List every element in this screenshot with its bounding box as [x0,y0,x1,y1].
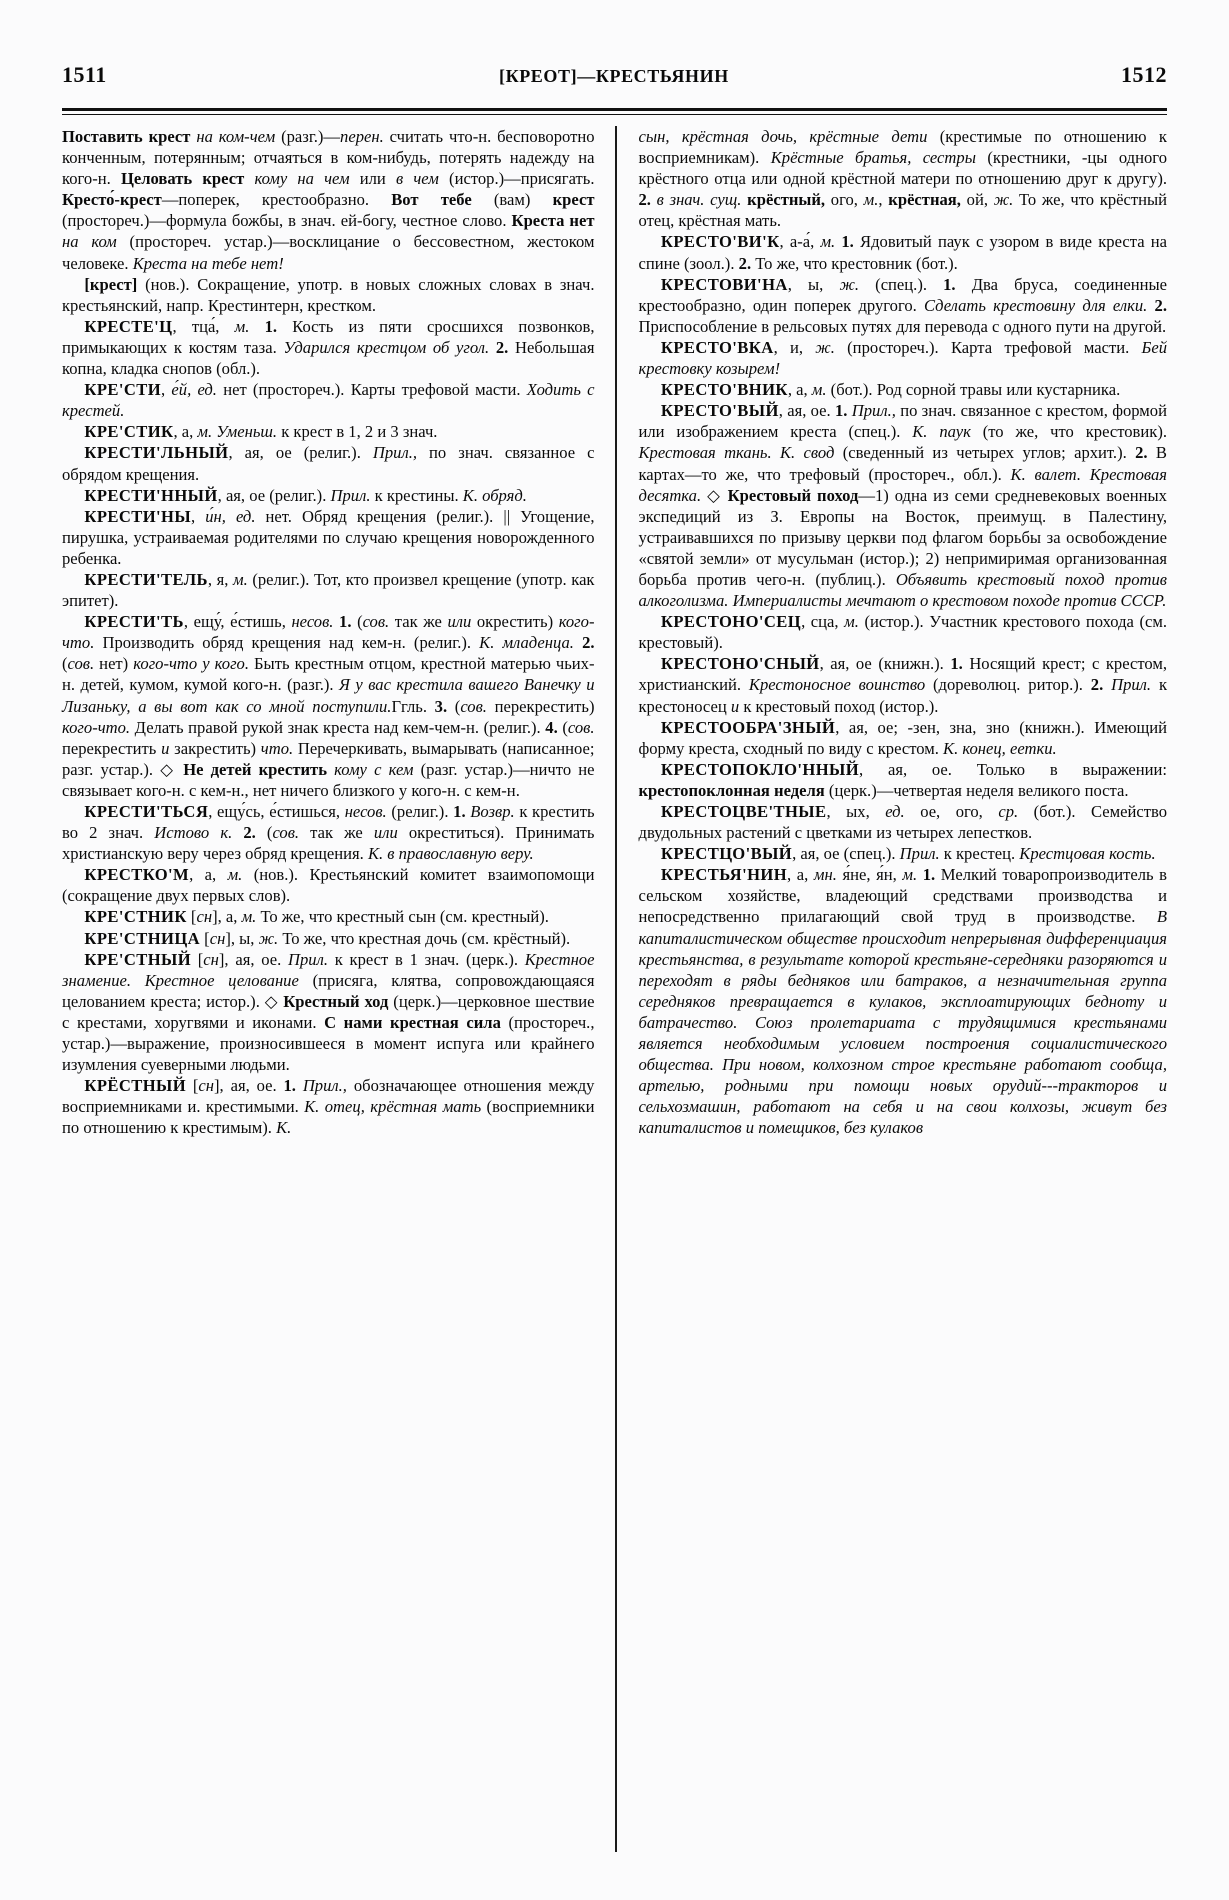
running-title: [КРЕОТ]—КРЕСТЬЯНИН [498,66,729,86]
folio-left: 1511 [62,62,107,87]
entry-krestopoklonnyj: КРЕСТОПОКЛО'ННЫЙ, ая, ое. Только в выражении: крестопоклонная неделя (церк.)—четвертая неделя великого поста. [638,759,1167,800]
entry-krestitel: КРЕСТИ'ТЕЛЬ, я, м. (религ.). Тот, кто произвел крещение (употр. как эпитет). [62,569,595,611]
entry-krest-abbrev: [крест] (нов.). Сокращение, употр. в новых сложных словах в знач. крестьянский, напр. Крестинтерн, крестком. [62,274,595,315]
entry-krestovik: КРЕСТО'ВИ'К, а-а́, м. 1. Ядовитый паук с узором в виде креста на спине (зоол.). 2. То же, что крестовник (бот.). [638,232,1167,273]
entry-krestit: КРЕСТИ'ТЬ, ещу́, е́стишь, несов. 1. (сов. так же или окрестить) кого-что. Производить обряд крещения над кем-н. (религ.). К. младенца. 2. (сов. нет) кого-что у кого. Быть крестным отцом, крестной матерью чьих-н. детей, кумом, кумой кого-н. (разг.). Я у вас крестила вашего Ванечку и Лизаньку, а вы вот как со мной поступили.Ггль. 3. (сов. перекрестить) кого-что. Делать правой рукой знак креста над кем-чем-н. (религ.). 4. (сов. перекрестить и закрестить) что. Перечеркивать, вымарывать (написанное; разг. устар.). ◇ Не детей крестить кому с кем (разг. устар.)—ничто не связывает кого-н. с кем-н., нет ничего близкого у кого-н. с кем-н. [62,612,595,800]
entry-krestiny: КРЕСТИ'НЫ, и́н, ед. нет. Обряд крещения (религ.). || Угощение, пирушка, устраиваемая родителями по случаю крещения новорожденного ребенка. [62,506,595,568]
entry-krestinnyj: КРЕСТИ'ННЫЙ, ая, ое (религ.). Прил. к крестины. К. обряд. [84,485,527,505]
entry-krestnyj-1: КРЕ'СТНЫЙ [сн], ая, ое. Прил. к крест в 1 знач. (церк.). Крестное знамение. Крестное целование (присяга, клятва, сопровождающаяся целованием креста; истор.). ◇ Крестный ход (церк.)—церковное шествие с крестами, хоругвями и иконами. С нами крестная сила (простореч., устар.)—выражение, произносившееся в момент испуга или крайнего изумления суеверными людьми. [62,949,595,1075]
header-rule-thin [62,114,1167,115]
entry-krestovina: КРЕСТОВИ'НА, ы, ж. (спец.). 1. Два бруса, соединенные крестообразно, один поперек другого. Сделать крестовину для елки. 2. Приспособление в рельсовых путях для перевода с одного пути на другой. [638,274,1167,336]
entry-krestnik: КРЕ'СТНИК [сн], а, м. То же, что крестный сын (см. крестный). [84,907,549,927]
folio-right: 1512 [1121,62,1167,87]
entry-krestkom: КРЕСТКО'М, а, м. (нов.). Крестьянский комитет взаимопомощи (сокращение двух первых слов). [62,865,595,906]
entry-krestec: КРЕСТЕ'Ц, тца́, м. 1. Кость из пяти сросшихся позвонков, примыкающих к костям таза. Ударился крестцом об угол. 2. Небольшая копна, кладка снопов (обл.). [62,316,595,379]
entry-krestitsya: КРЕСТИ'ТЬСЯ, ещу́сь, е́стишься, несов. (религ.). 1. Возвр. к крестить во 2 знач. Истово к. 2. (сов. так же или окреститься). Принимать христианскую веру через обряд крещения. К. в православную веру. [62,802,595,864]
left-column [62,126,615,1852]
entry-krestnica: КРЕ'СТНИЦА [сн], ы, ж. То же, что крестная дочь (см. крёстный). [84,928,571,948]
entry-krestonosnyj: КРЕСТОНО'СНЫЙ, ая, ое (книжн.). 1. Носящий крест; с крестом, христианский. Крестоносное воинство (дореволюц. ритор.). 2. Прил. к крестоносец и к крестовый поход (истор.). [638,654,1168,716]
entry-krestik: КРЕ'СТИК, а, м. Уменьш. к крест в 1, 2 и 3 знач. [84,422,438,442]
entry-krest-continued: Поставить крест на ком-чем (разг.)—перен. считать что-н. бесповоротно конченным, потерянным; отчаяться в ком-нибудь, потерять надежду на кого-н. Целовать крест кому на чем или в чем (истор.)—присягать. Кресто́-крест—поперек, крестообразно. Вот тебе (вам) крест (простореч.)—формула божбы, в знач. ей-богу, честное слово. Креста нет на ком (простореч. устар.)—восклицание о бессовестном, жестоком человеке. Креста на тебе нет! [62,127,595,273]
entry-krestcovyj: КРЕСТЦО'ВЫЙ, ая, ое (спец.). Прил. к крестец. Крестцовая кость. [660,844,1156,864]
right-column [615,126,1168,1852]
entry-krestnyj-2: КРЁСТНЫЙ [сн], ая, ое. 1. Прил., обозначающее отношения между восприемниками и. крестимыми. К. отец, крёстная мать (восприемники по отношению к крестимым). К. [62,1076,595,1138]
entry-krestocvetnye: КРЕСТОЦВЕ'ТНЫЕ, ых, ед. ое, ого, ср. (бот.). Семейство двудольных растений с цветками из четырех лепестков. [638,802,1168,843]
entry-kresti: КРЕ'СТИ, е́й, ед. нет (простореч.). Карты трефовой масти. Ходить с крестей. [62,380,595,421]
entry-krestyanin: КРЕСТЬЯ'НИН, а, мн. я́не, я́н, м. 1. Мелкий товаропроизводитель в сельском хозяйстве, владеющий средствами производства и непосредственно прилагающий свой труд в производстве. В капиталистическом обществе происходит непрерывная дифференциация крестьянства, в результате которой крестьяне-середняки разоряются и переходят в ряды бедняков или батраков, а незначительная группа середняков превращается в кулаков, эксплоатирующих бедноту и батрачество. Союз пролетариата с трудящимися крестьянами является необходимым условием построения социалистического общества. При новом, колхозном строе крестьяне работают сообща, артелью, родными при помощи новых орудий---тракторов и сельхозмашин, работают на себя и на свои колхозы, живут без капиталистов и помещиков, без кулаков [638,865,1167,1138]
entry-krestnyj-2-continued: сын, крёстная дочь, крёстные дети (крестимые по отношению к восприемникам). Крёстные братья, сестры (крестники, -цы одного крёстного отца или одной крёстной матери по отношению друг к другу). 2. в знач. сущ. крёстный, ого, м., крёстная, ой, ж. То же, что крёстный отец, крёстная мать. [638,127,1168,231]
entry-krestovka: КРЕСТО'ВКА, и, ж. (простореч.). Карта трефовой масти. Бей крестовку козырем! [638,337,1167,379]
running-head [62,62,1167,96]
entry-krestoobraznyj: КРЕСТООБРА'ЗНЫЙ, ая, ое; -зен, зна, зно (книжн.). Имеющий форму креста, сходный по виду с крестом. К. конец, еетки. [638,717,1167,758]
header-rule [62,108,1167,115]
column-container [62,126,1167,1852]
entry-krestovyj: КРЕСТО'ВЫЙ, ая, ое. 1. Прил., по знач. связанное с крестом, формой или изображением креста (спец.). К. паук (то же, что крестовик). Крестовая ткань. К. свод (сведенный из четырех углов; архит.). 2. В картах—то же, что трефовый (простореч., обл.). К. валет. Крестовая десятка. ◇ Крестовый поход—1) одна из семи средневековых военных экспедиций из З. Европы на Восток, преимущ. в Палестину, устраивавшихся по призыву церкви под флагом борьбы за освобождение «святой земли» от мусульман (истор.); 2) непримиримая организованная борьба против чего-н. (публиц.). Объявить крестовый поход против алкоголизма. Империалисты мечтают о крестовом походе против СССР. [638,401,1167,611]
entry-krestovnik: КРЕСТО'ВНИК, а, м. (бот.). Род сорной травы или кустарника. [660,380,1121,400]
header-rule-thick [62,108,1167,111]
entry-krestonosec: КРЕСТОНО'СЕЦ, сца, м. (истор.). Участник крестового похода (см. крестовый). [638,612,1167,653]
entry-krestilnyj: КРЕСТИ'ЛЬНЫЙ, ая, ое (религ.). Прил., по знач. связанное с обрядом крещения. [62,443,595,484]
